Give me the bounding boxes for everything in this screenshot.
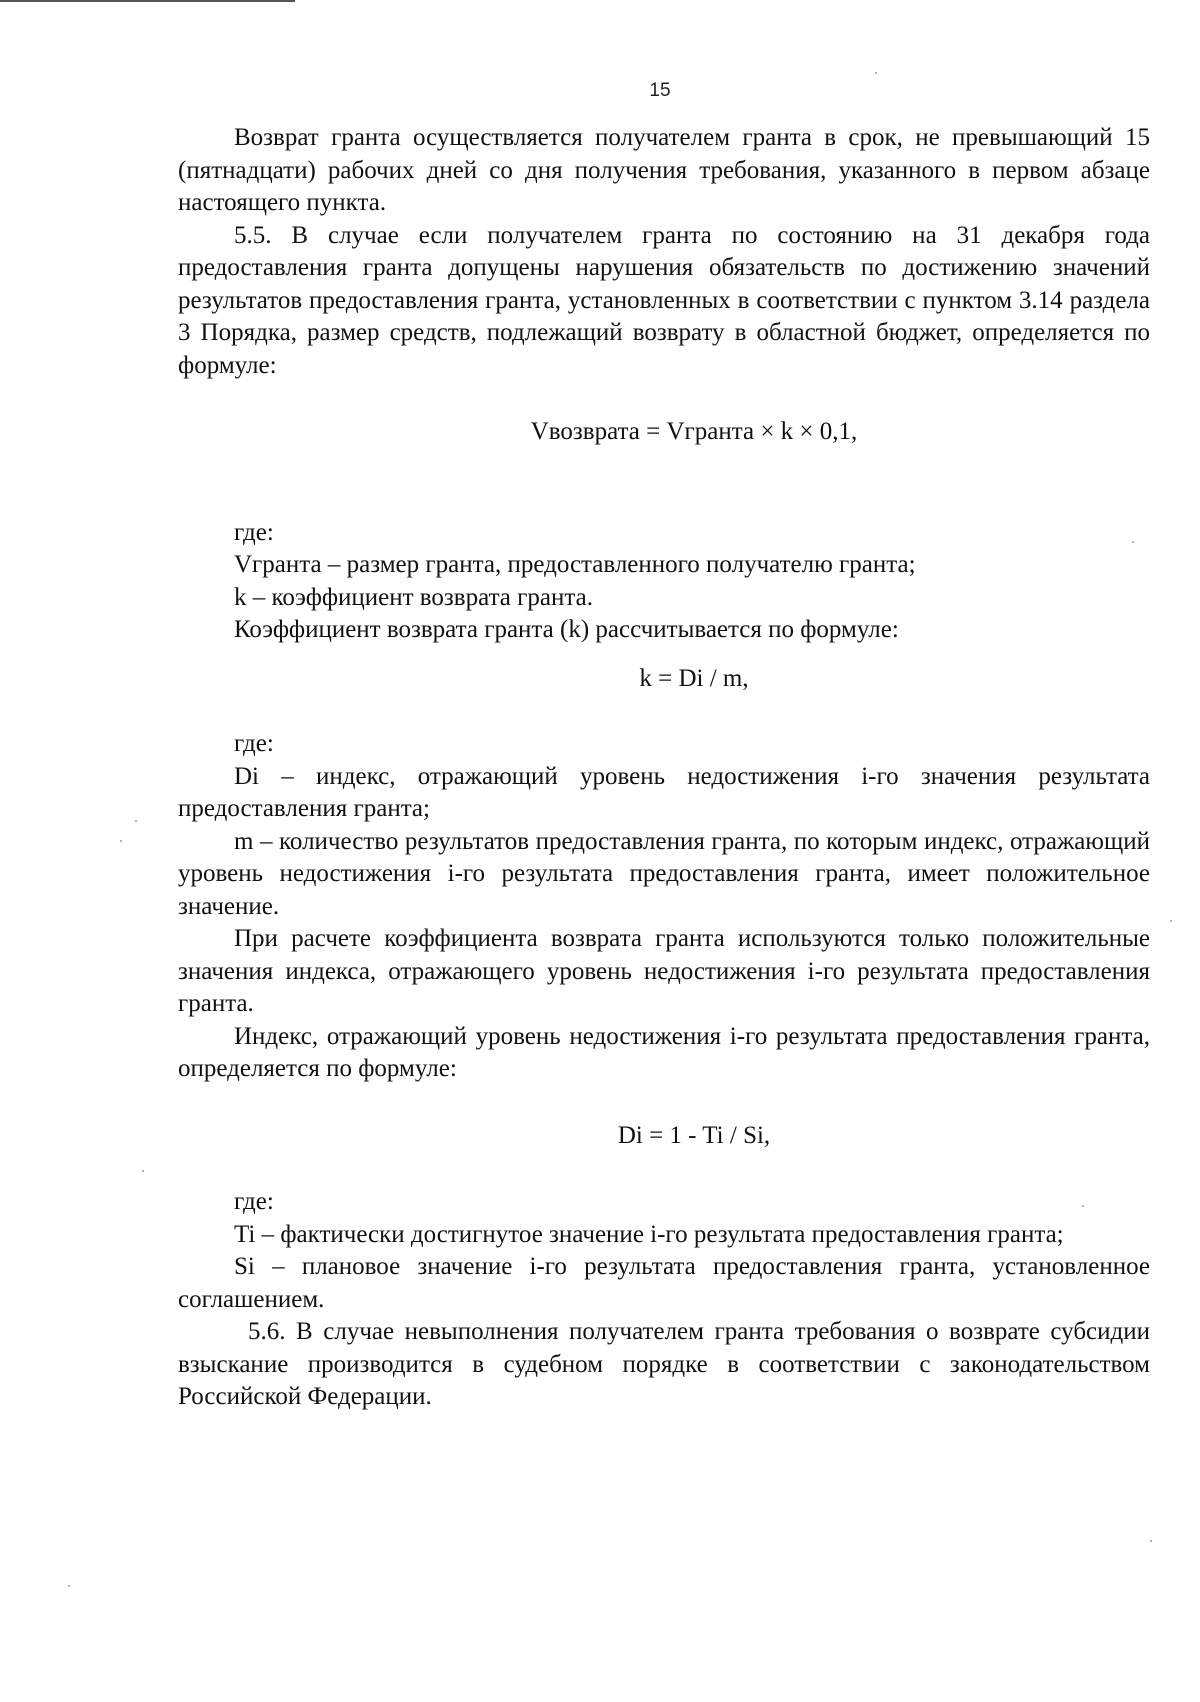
formula-index: Di = 1 - Ti / Si, [617, 1121, 771, 1149]
paragraph-index-formula-intro: Индекс, отражающий уровень недостижения i-го результата предоставления гранта, определяется по формуле: [178, 1022, 1150, 1082]
document-body [178, 122, 1150, 1414]
scan-speck [1150, 1540, 1152, 1542]
paragraph-positive-values: При расчете коэффициента возврата гранта используются только положительные значения индекса, отражающего уровень недостижения i-го результата предоставления гранта. [178, 925, 1150, 1017]
scan-speck [135, 820, 137, 822]
scan-speck [1170, 920, 1172, 922]
definition-m: m – количество результатов предоставления гранта, по которым индекс, отражающий уровень недостижения i-го результата предоставления гранта, имеет положительное значение. [178, 827, 1150, 920]
definition-si: Si – плановое значение i-го результата предоставления гранта, установленное соглашением. [178, 1253, 1150, 1313]
scan-speck [1132, 541, 1134, 543]
scan-speck [68, 1585, 70, 1587]
scan-edge-gap [295, 0, 315, 2]
definition-di: Di – индекс, отражающий уровень недостижения i-го значения результата предоставления гранта; [178, 762, 1150, 822]
scan-speck [120, 840, 122, 842]
scan-speck [142, 1170, 144, 1172]
paragraph-5-5: 5.5. В случае если получателем гранта по состоянию на 31 декабря года предоставления гранта допущены нарушения обязательств по достижению значений результатов предоставления гранта, установленных в соответствии с пунктом 3.14 раздела 3 Порядка, размер средств, подлежащий возврату в областной бюджет, определяется по формуле: [178, 221, 1150, 379]
scan-edge-line [0, 0, 310, 2]
paragraph-5-6: 5.6. В случае невыполнения получателем гранта требования о возврате субсидии взыскание производится в судебном порядке в соответствии с законодательством Российской Федерации. [178, 1318, 1150, 1410]
definition-vgranta: Vгранта – размер гранта, предоставленного получателю гранта; [234, 551, 916, 578]
where-label: где: [234, 1188, 274, 1215]
definition-ti: Ti – фактически достигнутое значение i-го результата предоставления гранта; [234, 1220, 1064, 1248]
coefficient-intro: Коэффициент возврата гранта (k) рассчитывается по формуле: [234, 616, 899, 643]
paragraph-return-deadline: Возврат гранта осуществляется получателем гранта в срок, не превышающий 15 (пятнадцати) рабочих дней со дня получения требования, указанного в первом абзаце настоящего пункта. [178, 124, 1150, 216]
formula-return-amount: Vвозврата = Vгранта × k × 0,1, [530, 418, 858, 445]
formula-coefficient: k = Di / m, [639, 664, 749, 692]
where-label: где: [234, 730, 274, 757]
where-label: где: [234, 518, 274, 546]
definition-k: k – коэффициент возврата гранта. [234, 583, 593, 611]
scan-speck [1082, 1205, 1084, 1207]
page-number: 15 [649, 80, 671, 101]
scan-speck [875, 72, 877, 74]
